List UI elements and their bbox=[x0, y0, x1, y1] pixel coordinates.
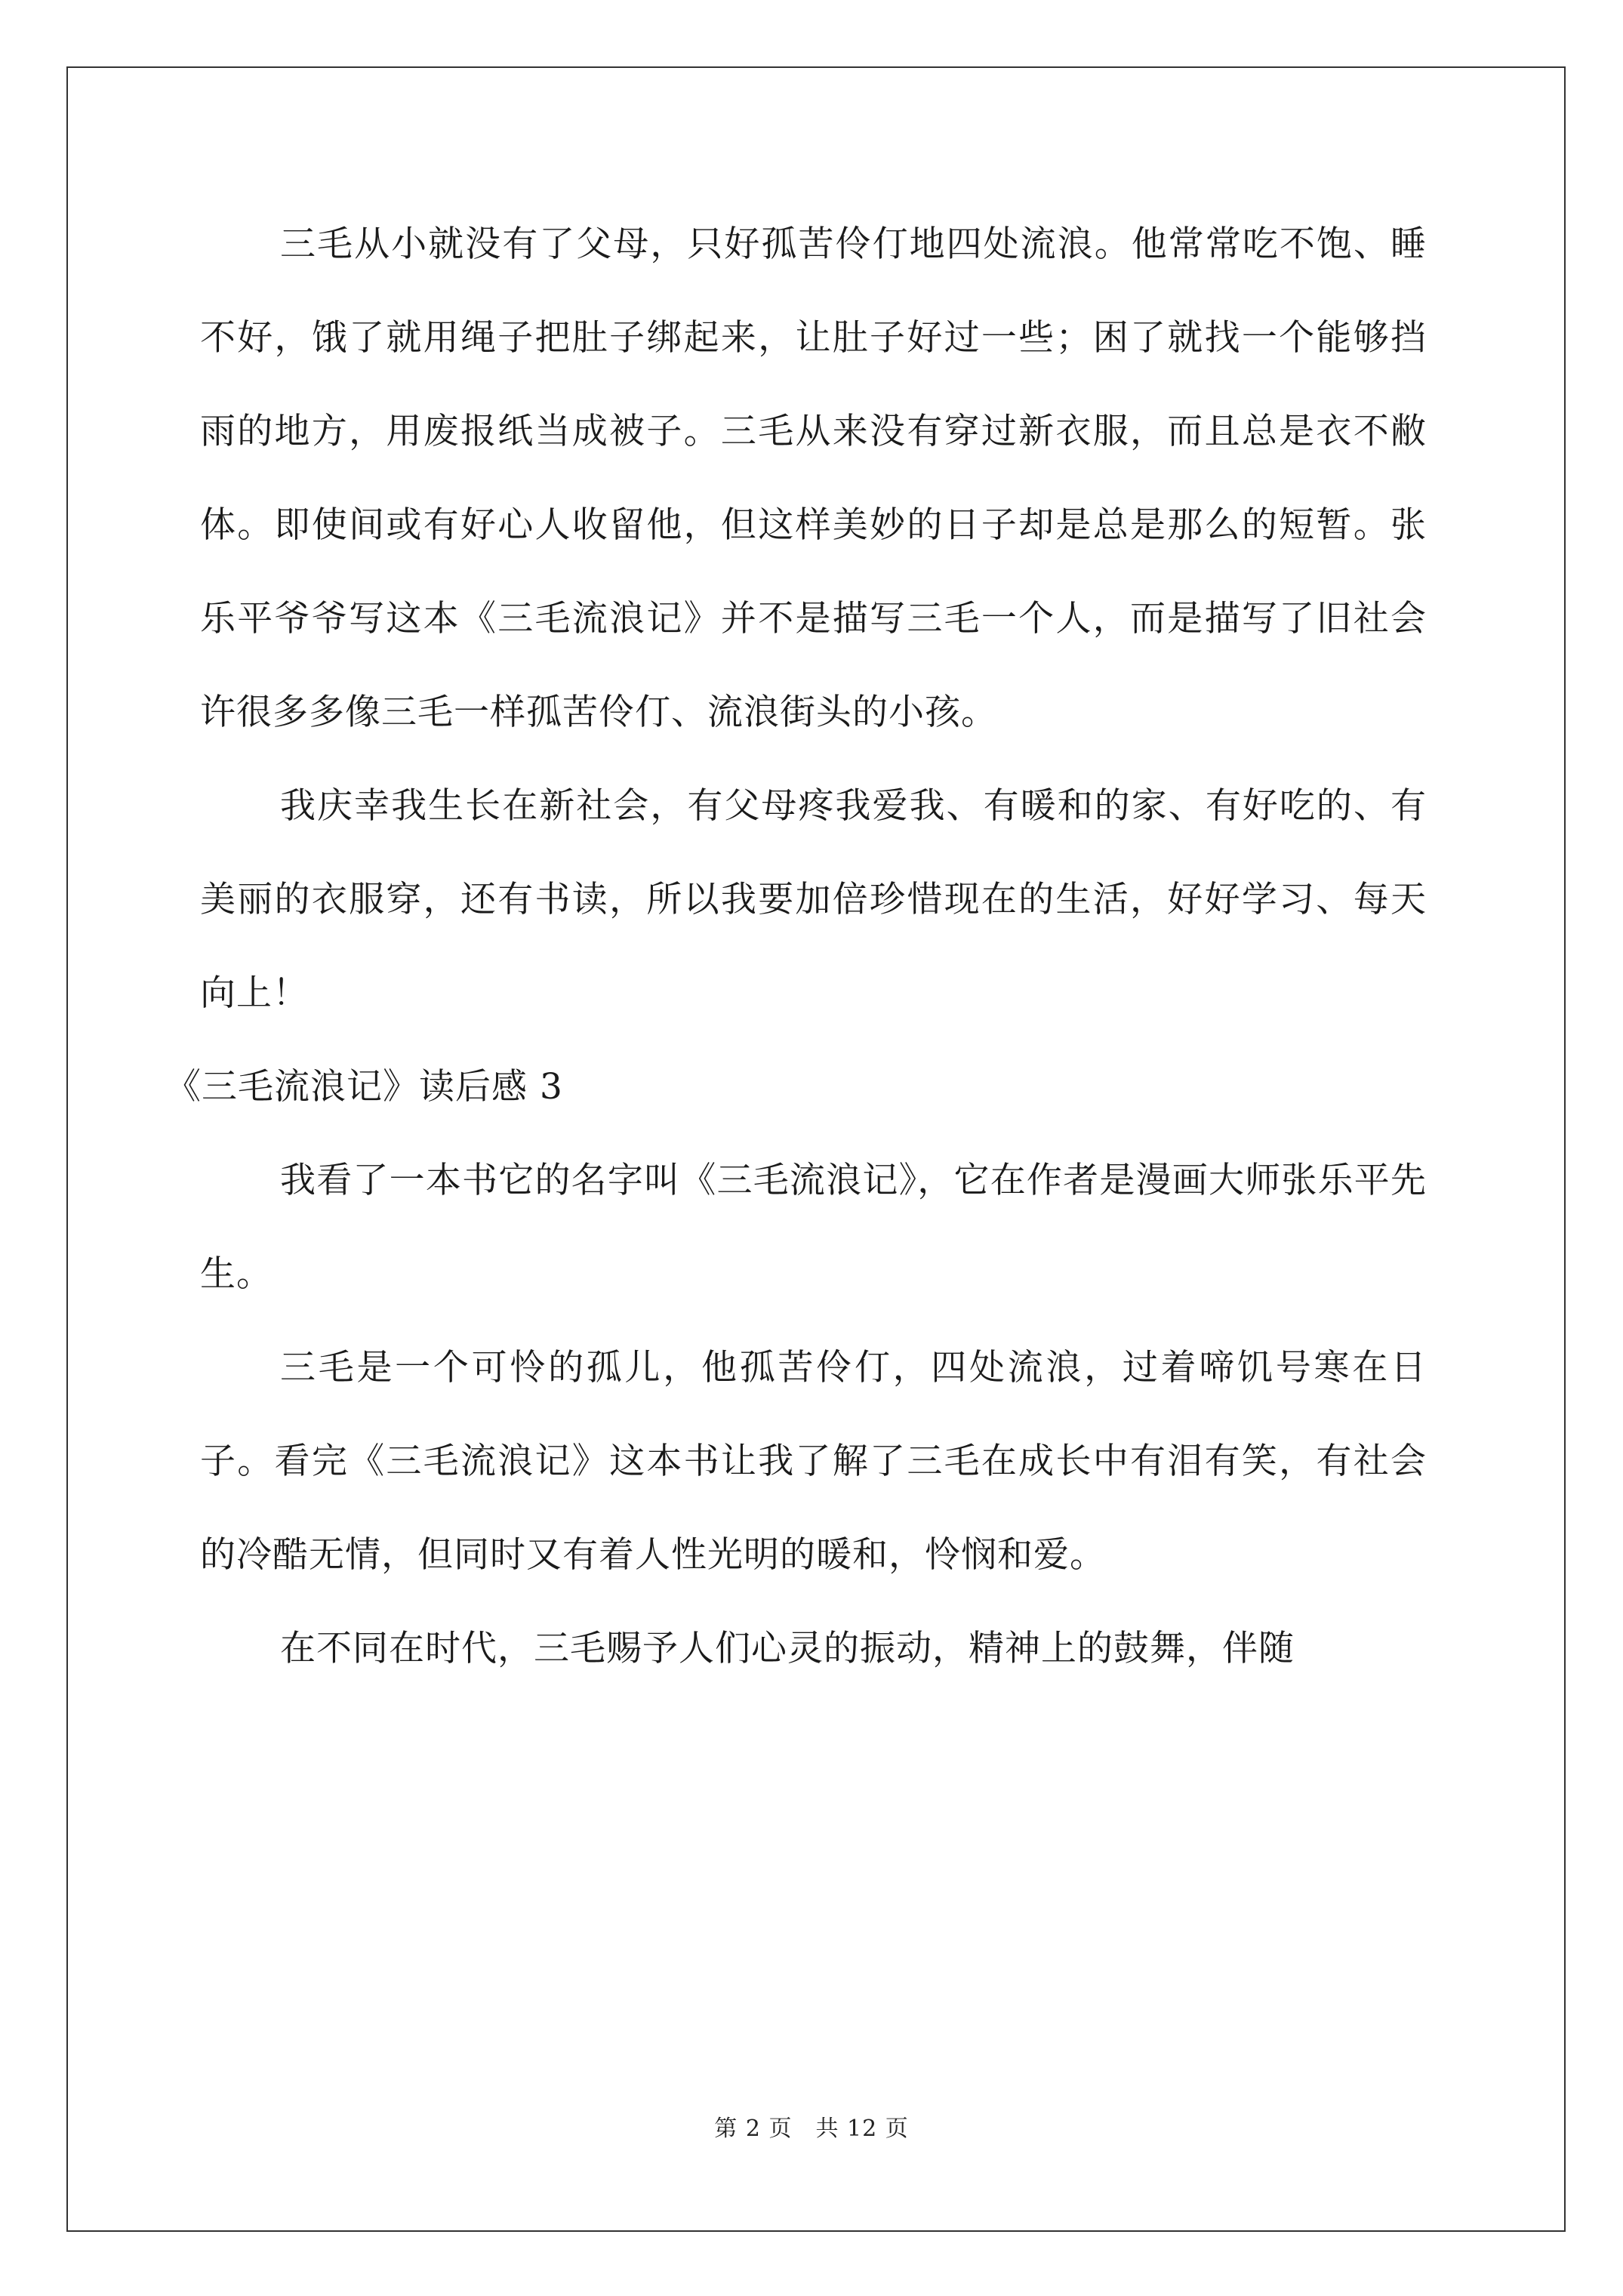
page-number-footer: 第 2 页 共 12 页 bbox=[714, 2116, 909, 2142]
section-heading: 《三毛流浪记》读后感 3 bbox=[165, 1066, 563, 1108]
paragraph: 三毛是一个可怜的孤儿，他孤苦伶仃，四处流浪，过着啼饥号寒在日子。看完《三毛流浪记》这本书让我了解了三毛在成长中有泪有笑，有社会的冷酷无情，但同时又有着人性光明的暖和，怜悯和爱。 bbox=[200, 1347, 1427, 1576]
paragraph: 在不同在时代，三毛赐予人们心灵的振动，精神上的鼓舞，伴随 bbox=[280, 1628, 1295, 1669]
document-body bbox=[165, 198, 1427, 1696]
paragraph: 我庆幸我生长在新社会，有父母疼我爱我、有暖和的家、有好吃的、有美丽的衣服穿，还有书读，所以我要加倍珍惜现在的生活，好好学习、每天向上！ bbox=[200, 785, 1427, 1014]
paragraph: 三毛从小就没有了父母，只好孤苦伶仃地四处流浪。他常常吃不饱、睡不好，饿了就用绳子把肚子绑起来，让肚子好过一些；困了就找一个能够挡雨的地方，用废报纸当成被子。三毛从来没有穿过新衣服，而且总是衣不敝体。即使间或有好心人收留他，但这样美妙的日子却是总是那么的短暂。张乐平爷爷写这本《三毛流浪记》并不是描写三毛一个人，而是描写了旧社会许很多多像三毛一样孤苦伶仃、流浪街头的小孩。 bbox=[200, 223, 1427, 733]
paragraph: 我看了一本书它的名字叫《三毛流浪记》，它在作者是漫画大师张乐平先生。 bbox=[200, 1160, 1427, 1295]
